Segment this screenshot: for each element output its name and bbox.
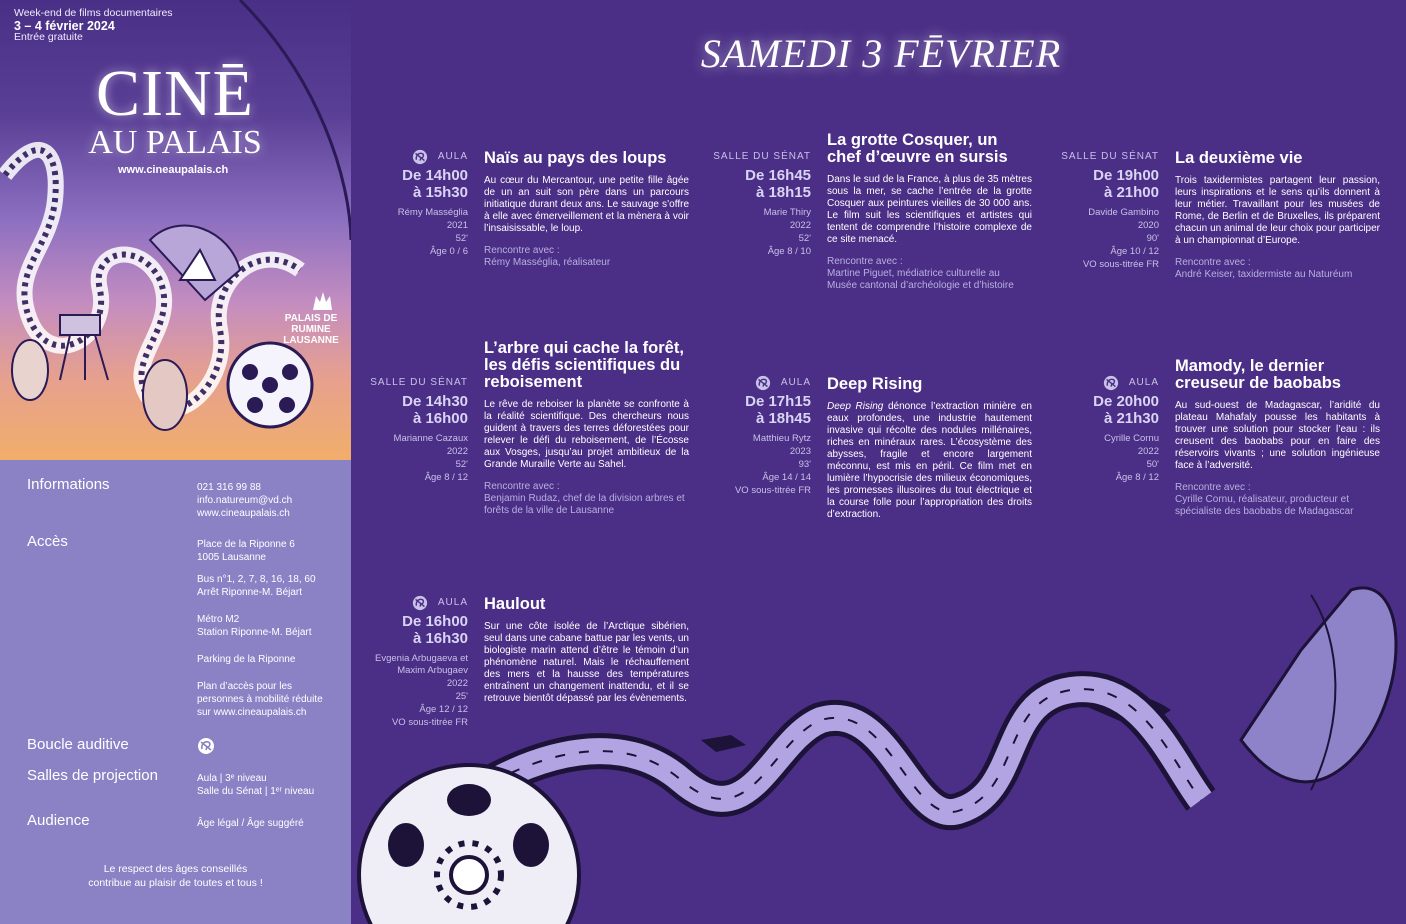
film-time-start: De 16h00	[402, 613, 468, 630]
film-description	[827, 401, 1032, 521]
film-vo: VO sous-titrée FR	[391, 717, 468, 728]
salles-label: Salles de projection	[27, 767, 158, 784]
film-time	[694, 168, 811, 201]
film-time-start: De 17h15	[745, 393, 811, 410]
film-room-label: AULA	[1128, 377, 1159, 388]
film-meet: Martine Piguet, médiatrice culturelle au Musée cantonal d’archéologie et d’histoire	[827, 268, 1014, 291]
film-vo: VO sous-titrée FR	[1082, 259, 1159, 270]
poster	[0, 0, 351, 460]
film-room-label: AULA	[780, 377, 811, 388]
film-duration: 25'	[455, 691, 468, 702]
audience-value: Âge légal / Âge suggéré	[197, 818, 304, 829]
film-room	[1042, 150, 1159, 164]
film-time-end: à 15h30	[412, 184, 468, 201]
film-title: Naïs au pays des loups	[484, 149, 667, 167]
film-time-end: à 21h00	[1103, 184, 1159, 201]
film-time-end: à 16h30	[412, 630, 468, 647]
film-time-end: à 18h45	[755, 410, 811, 427]
film-meta	[351, 150, 468, 259]
phone: 021 316 99 88	[197, 482, 261, 493]
film-meet-label: Rencontre avec :	[827, 256, 903, 267]
museum-name: PALAIS DE RUMINE LAUSANNE	[283, 313, 339, 346]
film-time	[351, 614, 468, 647]
film-room	[694, 150, 811, 164]
address-line2: 1005 Lausanne	[197, 552, 266, 563]
film-meet-label: Rencontre avec :	[1175, 257, 1251, 268]
film-room	[694, 376, 811, 390]
film-time	[694, 394, 811, 427]
film-duration: 52'	[798, 233, 811, 244]
film-meet: Benjamin Rudaz, chef de la division arbres et forêts de la ville de Lausanne	[484, 493, 685, 516]
film-title: L’arbre qui cache la forêt, les défis scientifiques du reboisement	[484, 339, 684, 391]
film-year: 2022	[446, 446, 468, 457]
brand-line1: CINĒ	[96, 57, 254, 130]
film-time-end: à 16h00	[412, 410, 468, 427]
film-body	[484, 340, 689, 517]
film-room-label: SALLE DU SÉNAT	[713, 151, 811, 162]
film-title: Deep Rising	[827, 375, 923, 393]
film-title: La deuxième vie	[1175, 149, 1303, 167]
acces-label: Accès	[27, 533, 68, 550]
salle-aula: Aula | 3ᵉ niveau	[197, 773, 267, 784]
film-vo: VO sous-titrée FR	[734, 485, 811, 496]
film-body	[484, 596, 689, 705]
film-time	[351, 168, 468, 201]
film-meet: Rémy Masséglia, réalisateur	[484, 257, 611, 268]
left-panel	[0, 0, 351, 924]
film-time-end: à 21h30	[1103, 410, 1159, 427]
film-year: 2022	[446, 678, 468, 689]
email[interactable]: info.natureum@vd.ch	[197, 495, 293, 506]
film-time-start: De 14h00	[402, 167, 468, 184]
film-director: Cyrille Cornu	[1104, 433, 1159, 444]
film-duration: 90'	[1146, 233, 1159, 244]
film-title: La grotte Cosquer, un chef d’œuvre en sursis	[827, 131, 1008, 166]
film-duration: 50'	[1146, 459, 1159, 470]
informations-label: Informations	[27, 476, 110, 493]
film-meet: André Keiser, taxidermiste au Naturéum	[1175, 269, 1353, 280]
film-description: Au cœur du Mercantour, une petite fille âgée de un an suit son père dans un parcours initiatique durant deux ans. Le sauvage s’offre à elle avec émerveillement et la mènera à voir l’insaisissable, le loup.	[484, 175, 689, 234]
film-description-italic: Deep Rising	[827, 401, 884, 412]
plan-line3[interactable]: sur www.cineaupalais.ch	[197, 707, 307, 718]
film-director: Davide Gambino	[1088, 207, 1159, 218]
film-duration: 93'	[798, 459, 811, 470]
audience-label: Audience	[27, 812, 90, 829]
film-room-label: SALLE DU SÉNAT	[370, 377, 468, 388]
plan-line1: Plan d’accès pour les	[197, 681, 293, 692]
event-dates: 3 – 4 février 2024	[14, 19, 115, 33]
film-body	[827, 376, 1032, 521]
info-panel	[0, 460, 351, 924]
film-title: Mamody, le dernier creuseur de baobabs	[1175, 357, 1341, 392]
film-body	[827, 132, 1032, 292]
film-meta	[1042, 376, 1159, 485]
metro-line: Métro M2	[197, 614, 240, 625]
film-room	[1042, 376, 1159, 390]
entry-label: Entrée gratuite	[14, 31, 83, 43]
film-description: Dans le sud de la France, à plus de 35 mètres sous la mer, se cache l’entrée de la grotte Cosquer aux peintures vieilles de 30 000 ans. Le film suit les scientifiques et artistes qui tentent de comprendre l’histoire complexe de ce site menacé.	[827, 174, 1032, 245]
film-age: Âge 0 / 6	[429, 246, 468, 257]
website-link[interactable]: www.cineaupalais.ch	[118, 164, 229, 176]
hearing-loop-icon	[412, 149, 428, 165]
film-description: Trois taxidermistes partagent leur passion, leurs inspirations et le sens qu’ils donnent à leur métier. Travaillant pour les musées de Rome, de Berlin et de Bruxelles, ils préparent chacun un animal de leur choix pour participer à un championnat d’Europe.	[1175, 175, 1380, 246]
film-body	[1175, 150, 1380, 281]
brand-line2: AU PALAIS	[88, 124, 262, 161]
film-age: Âge 8 / 12	[424, 472, 468, 483]
salle-senat: Salle du Sénat | 1ᵉʳ niveau	[197, 786, 315, 797]
film-age: Âge 10 / 12	[1110, 246, 1159, 257]
film-description-text: dénonce l’extraction minière en eaux profondes, une industrie hautement invasive qui récolte des nodules millénaires, riches en minéraux rares. L’écosystème des abysses, fragile et encore largement méconnu, est mis en péril. Ce film met en lumière l’hypocrisie des milieux économiques, les promesses illusoires du tout électrique et la course folle pour l’appropriation des droits d’extraction.	[827, 401, 1032, 520]
brand-logo	[60, 57, 290, 161]
film-year: 2020	[1137, 220, 1159, 231]
film-meta	[694, 376, 811, 498]
film-body	[1175, 358, 1380, 518]
film-meet: Cyrille Cornu, réalisateur, producteur et spécialiste des baobabs de Madagascar	[1175, 494, 1354, 517]
film-year: 2023	[789, 446, 811, 457]
film-time	[351, 394, 468, 427]
film-room	[351, 596, 468, 610]
age-notice-line1: Le respect des âges conseillés	[103, 863, 248, 875]
film-year: 2021	[446, 220, 468, 231]
museum-logo-icon	[310, 290, 334, 312]
bus-lines: Bus n°1, 2, 7, 8, 16, 18, 60	[197, 574, 316, 585]
film-director: Matthieu Rytz	[752, 433, 811, 444]
parking: Parking de la Riponne	[197, 654, 296, 665]
age-notice	[0, 862, 351, 890]
event-label: Week-end de films documentaires	[14, 7, 173, 19]
film-title: Haulout	[484, 595, 546, 613]
film-meet-label: Rencontre avec :	[1175, 482, 1251, 493]
hearing-loop-icon	[412, 595, 428, 611]
film-meet-label: Rencontre avec :	[484, 481, 560, 492]
film-room-label: SALLE DU SÉNAT	[1061, 151, 1159, 162]
age-notice-line2: contribue au plaisir de toutes et tous !	[88, 877, 263, 889]
bus-stop: Arrêt Riponne-M. Béjart	[197, 587, 303, 598]
film-age: Âge 8 / 12	[1115, 472, 1159, 483]
boucle-label: Boucle auditive	[27, 736, 129, 753]
film-year: 2022	[789, 220, 811, 231]
film-body	[484, 150, 689, 269]
film-time	[1042, 168, 1159, 201]
film-room-label: AULA	[437, 151, 468, 162]
schedule-panel	[351, 0, 1406, 924]
hearing-loop-icon	[755, 375, 771, 391]
film-time-start: De 14h30	[402, 393, 468, 410]
day-title: SAMEDI 3 FĒVRIER	[700, 31, 1062, 76]
film-meta	[694, 150, 811, 259]
film-description: Sur une côte isolée de l’Arctique sibérien, seul dans une cabane battue par les vents, un biologiste marin attend d’être le témoin d’un phénomène naturel. Mais le réchauffement des mers et la hausse des températures entraînent un changement inattendu, et il se retrouve bientôt dépassé par les évènements.	[484, 621, 689, 704]
film-meta	[351, 596, 468, 730]
film-description: Le rêve de reboiser la planète se confronte à la réalité scientifique. Des chercheurs nous guident à travers des terres déforestées pour relever le défi du reboisement, de l’Écosse aux Vosges, jusqu’au projet ambitieux de la Grande Muraille Verte au Sahel.	[484, 399, 689, 470]
film-director: Marie Thiry	[763, 207, 811, 218]
film-age: Âge 12 / 12	[419, 704, 468, 715]
film-meta	[351, 376, 468, 485]
film-year: 2022	[1137, 446, 1159, 457]
film-time-start: De 19h00	[1093, 167, 1159, 184]
film-time-start: De 16h45	[745, 167, 811, 184]
film-room	[351, 376, 468, 390]
hearing-loop-icon	[1103, 375, 1119, 391]
film-director: Marianne Cazaux	[393, 433, 468, 444]
film-meta	[1042, 150, 1159, 272]
film-room	[351, 150, 468, 164]
film-time	[1042, 394, 1159, 427]
film-room-label: AULA	[437, 597, 468, 608]
film-director: Evgenia Arbugaeva et Maxim Arbugaev	[375, 653, 468, 676]
plan-line2: personnes à mobilité réduite	[197, 694, 323, 705]
film-age: Âge 14 / 14	[762, 472, 811, 483]
film-time-end: à 18h15	[755, 184, 811, 201]
website[interactable]: www.cineaupalais.ch	[197, 508, 290, 519]
metro-station: Station Riponne-M. Béjart	[197, 627, 312, 638]
film-time-start: De 20h00	[1093, 393, 1159, 410]
address-line1: Place de la Riponne 6	[197, 539, 295, 550]
film-age: Âge 8 / 10	[767, 246, 811, 257]
film-duration: 52'	[455, 233, 468, 244]
film-duration: 52'	[455, 459, 468, 470]
hearing-loop-icon	[197, 737, 215, 755]
film-meet-label: Rencontre avec :	[484, 245, 560, 256]
film-director: Rémy Masséglia	[397, 207, 468, 218]
film-description: Au sud-ouest de Madagascar, l’aridité du plateau Mahafaly pousse les habitants à trouver une solution pour stocker l’eau : ils creusent des baobabs pour en faire des réservoirs vivants ; une solution ingénieuse face à l’adversité.	[1175, 400, 1380, 471]
